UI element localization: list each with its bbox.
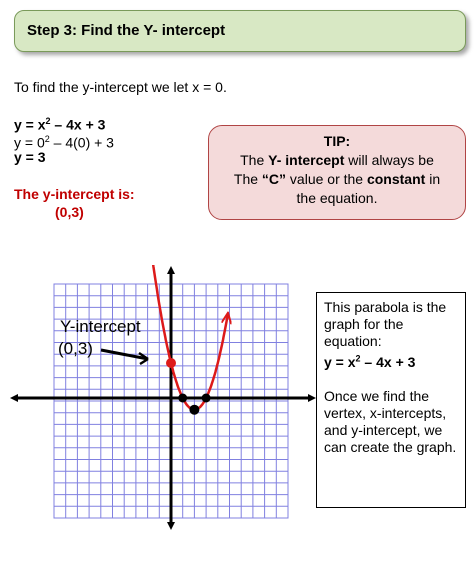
description-paragraph-1: This parabola is the graph for the equation: $y = x^2 - 4x + 3$: [324, 299, 447, 370]
equation-line-1: $y = x^2 - 4x + 3$: [14, 116, 106, 133]
x-intercept-point-right: [202, 394, 211, 403]
y-intercept-coordinates-label: (0,3): [58, 339, 93, 358]
intro-text: To find the y-intercept we let x = 0.: [14, 79, 227, 95]
equation-line-2: $y = 0^2 - 4(0) + 3$: [14, 134, 114, 151]
tip-title: TIP:: [323, 133, 351, 149]
vertex-point: [189, 405, 199, 415]
x-intercept-point-left: [178, 394, 187, 403]
description-paragraph-2: Once we find the vertex, x-intercepts, and y-intercept, we can create the graph.: [324, 387, 457, 455]
tip-line-2: The “C” value or the constant in: [233, 171, 441, 187]
step-title: Step 3: Find the Y- intercept: [27, 22, 226, 39]
parabola-graph: [0, 265, 316, 555]
tip-line-1: The Y- intercept will always be: [240, 152, 434, 168]
result-value: (0,3): [55, 204, 84, 220]
y-intercept-point: [166, 358, 176, 368]
equation-line-3: y = 3: [14, 149, 46, 165]
tip-box: [208, 125, 466, 220]
step-header: [14, 10, 466, 52]
y-intercept-label: Y-intercept: [60, 317, 141, 336]
result-label: The y-intercept is:: [14, 186, 135, 202]
description-box: [316, 292, 466, 508]
description-equation: $y = x^2 - 4x + 3$: [324, 353, 416, 370]
tip-line-3: the equation.: [296, 190, 378, 206]
